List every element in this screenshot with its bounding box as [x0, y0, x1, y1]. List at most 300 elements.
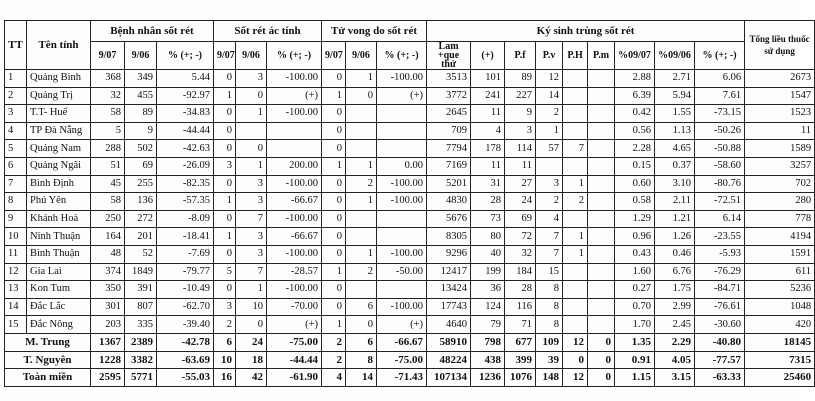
cell-p1: 2.88 — [615, 70, 655, 88]
cell-tong: 1591 — [745, 245, 815, 263]
cell-pm — [588, 298, 615, 316]
subheader-row — [5, 42, 815, 70]
cell-pm — [588, 316, 615, 334]
cell-pv: 8 — [536, 298, 563, 316]
cell-bn2: 136 — [125, 193, 157, 211]
cell-ac2: 3 — [236, 193, 267, 211]
cell-ph: 12 — [563, 333, 588, 351]
cell-pp: -84.71 — [695, 281, 745, 299]
cell-tvp: -66.67 — [377, 333, 427, 351]
cell-pm: 0 — [588, 351, 615, 369]
cell-tv1: 0 — [322, 175, 346, 193]
cell-ac2 — [236, 122, 267, 140]
cell-tt: 12 — [5, 263, 27, 281]
cell-p1: 1.35 — [615, 333, 655, 351]
cell-ac1: 1 — [214, 87, 236, 105]
cell-bn1: 288 — [91, 140, 125, 158]
cell-ph: 7 — [563, 140, 588, 158]
cell-bn2: 502 — [125, 140, 157, 158]
cell-tv1: 1 — [322, 316, 346, 334]
cell-pm — [588, 157, 615, 175]
table-row — [5, 316, 815, 334]
cell-acp: -100.00 — [267, 175, 322, 193]
cell-pos: 11 — [471, 105, 505, 123]
cell-tvp: -100.00 — [377, 175, 427, 193]
sub-ac-pct: % (+; -) — [267, 42, 322, 70]
cell-pp: -5.93 — [695, 245, 745, 263]
cell-pos: 73 — [471, 210, 505, 228]
cell-pm: 0 — [588, 333, 615, 351]
cell-tv1: 0 — [322, 298, 346, 316]
cell-p2: 0.46 — [655, 245, 695, 263]
cell-bn1: 301 — [91, 298, 125, 316]
cell-bn1: 48 — [91, 245, 125, 263]
cell-p1: 0.58 — [615, 193, 655, 211]
cell-tong: 1523 — [745, 105, 815, 123]
cell-pp: -50.88 — [695, 140, 745, 158]
cell-pf: 72 — [505, 228, 536, 246]
cell-ac2: 42 — [236, 369, 267, 387]
cell-p2: 6.76 — [655, 263, 695, 281]
sub-ac-0907: 9/07 — [214, 42, 236, 70]
cell-bn2: 3382 — [125, 351, 157, 369]
group-tu-vong: Tử vong do sốt rét — [322, 21, 427, 42]
cell-pv: 7 — [536, 245, 563, 263]
cell-province: Phú Yên — [27, 193, 91, 211]
cell-pv: 109 — [536, 333, 563, 351]
cell-acp: -66.67 — [267, 228, 322, 246]
cell-acp — [267, 122, 322, 140]
cell-pos: 31 — [471, 175, 505, 193]
cell-ac1: 2 — [214, 316, 236, 334]
cell-ac2: 1 — [236, 281, 267, 299]
header-row — [5, 21, 815, 42]
cell-ac2: 10 — [236, 298, 267, 316]
cell-ac1: 0 — [214, 245, 236, 263]
cell-pf: 1076 — [505, 369, 536, 387]
cell-ac1: 3 — [214, 157, 236, 175]
cell-acp: -100.00 — [267, 105, 322, 123]
cell-pf: 71 — [505, 316, 536, 334]
cell-bnp: -57.35 — [157, 193, 214, 211]
cell-pp: -76.29 — [695, 263, 745, 281]
cell-p1: 1.70 — [615, 316, 655, 334]
cell-tv2: 2 — [346, 175, 377, 193]
cell-pv: 39 — [536, 351, 563, 369]
cell-ac2: 7 — [236, 210, 267, 228]
cell-ph: 2 — [563, 193, 588, 211]
cell-bn1: 1367 — [91, 333, 125, 351]
cell-bnp: -62.70 — [157, 298, 214, 316]
cell-tong: 3257 — [745, 157, 815, 175]
cell-lam: 2645 — [427, 105, 471, 123]
cell-pos: 241 — [471, 87, 505, 105]
cell-tv1: 1 — [322, 157, 346, 175]
cell-pos: 178 — [471, 140, 505, 158]
cell-bn1: 32 — [91, 87, 125, 105]
cell-pp: -50.26 — [695, 122, 745, 140]
cell-bn1: 51 — [91, 157, 125, 175]
cell-p2: 1.26 — [655, 228, 695, 246]
table-row — [5, 70, 815, 88]
cell-ac2: 3 — [236, 228, 267, 246]
cell-tvp: -50.00 — [377, 263, 427, 281]
table-row — [5, 298, 815, 316]
cell-p1: 0.56 — [615, 122, 655, 140]
cell-pm — [588, 193, 615, 211]
cell-ph — [563, 281, 588, 299]
cell-ac2: 0 — [236, 316, 267, 334]
cell-bnp: -10.49 — [157, 281, 214, 299]
cell-acp: -100.00 — [267, 281, 322, 299]
cell-p2: 4.65 — [655, 140, 695, 158]
cell-province: Kon Tum — [27, 281, 91, 299]
group-sot-ret-ac-tinh: Sốt rét ác tính — [214, 21, 322, 42]
cell-ph — [563, 316, 588, 334]
cell-ph: 0 — [563, 351, 588, 369]
cell-ph — [563, 122, 588, 140]
cell-province: Quảng Bình — [27, 70, 91, 88]
cell-tvp: -100.00 — [377, 70, 427, 88]
cell-pf: 114 — [505, 140, 536, 158]
cell-province: Quảng Trị — [27, 87, 91, 105]
cell-bnp: -63.69 — [157, 351, 214, 369]
cell-bnp: -42.63 — [157, 140, 214, 158]
cell-bn1: 45 — [91, 175, 125, 193]
cell-bn1: 58 — [91, 105, 125, 123]
cell-ac2: 18 — [236, 351, 267, 369]
cell-pos: 79 — [471, 316, 505, 334]
cell-pf: 677 — [505, 333, 536, 351]
cell-ph — [563, 210, 588, 228]
cell-bn2: 2389 — [125, 333, 157, 351]
cell-tong: 1547 — [745, 87, 815, 105]
cell-tvp: (+) — [377, 316, 427, 334]
sub-ks-pct0906: %09/06 — [655, 42, 695, 70]
cell-p1: 0.15 — [615, 157, 655, 175]
cell-lam: 5201 — [427, 175, 471, 193]
cell-bn1: 1228 — [91, 351, 125, 369]
cell-p2: 5.94 — [655, 87, 695, 105]
cell-pv: 4 — [536, 210, 563, 228]
sub-tv-0907: 9/07 — [322, 42, 346, 70]
sub-tv-pct: % (+; -) — [377, 42, 427, 70]
cell-tt: 7 — [5, 175, 27, 193]
cell-bn1: 368 — [91, 70, 125, 88]
cell-pp: -63.33 — [695, 369, 745, 387]
cell-bnp: -26.09 — [157, 157, 214, 175]
cell-tv2: 14 — [346, 369, 377, 387]
cell-p2: 1.75 — [655, 281, 695, 299]
cell-bnp: -42.78 — [157, 333, 214, 351]
cell-province: TP Đà Nẵng — [27, 122, 91, 140]
cell-pv: 3 — [536, 175, 563, 193]
cell-lam: 709 — [427, 122, 471, 140]
cell-tvp — [377, 281, 427, 299]
cell-tt: 1 — [5, 70, 27, 88]
cell-tong: 5236 — [745, 281, 815, 299]
cell-ph — [563, 87, 588, 105]
cell-pf: 32 — [505, 245, 536, 263]
cell-tt: 9 — [5, 210, 27, 228]
cell-bn2: 349 — [125, 70, 157, 88]
cell-lam: 7169 — [427, 157, 471, 175]
sub-ks-pos: (+) — [471, 42, 505, 70]
cell-bn1: 2595 — [91, 369, 125, 387]
cell-bnp: 5.44 — [157, 70, 214, 88]
cell-pf: 184 — [505, 263, 536, 281]
cell-acp: -70.00 — [267, 298, 322, 316]
cell-p2: 2.29 — [655, 333, 695, 351]
cell-pv: 2 — [536, 105, 563, 123]
cell-tong: 280 — [745, 193, 815, 211]
sub-bn-0907: 9/07 — [91, 42, 125, 70]
cell-pm — [588, 140, 615, 158]
cell-tv2: 0 — [346, 316, 377, 334]
cell-pp: -30.60 — [695, 316, 745, 334]
cell-tv2 — [346, 228, 377, 246]
cell-tv2: 6 — [346, 298, 377, 316]
table-row — [5, 87, 815, 105]
cell-lam: 9296 — [427, 245, 471, 263]
cell-bnp: -79.77 — [157, 263, 214, 281]
cell-tvp: -75.00 — [377, 351, 427, 369]
table-row — [5, 228, 815, 246]
cell-bnp: -39.40 — [157, 316, 214, 334]
cell-bn1: 250 — [91, 210, 125, 228]
cell-pp: -40.80 — [695, 333, 745, 351]
cell-bn1: 350 — [91, 281, 125, 299]
cell-tong: 611 — [745, 263, 815, 281]
cell-ph: 1 — [563, 245, 588, 263]
cell-bnp: -18.41 — [157, 228, 214, 246]
cell-tv1: 1 — [322, 263, 346, 281]
cell-tt: 10 — [5, 228, 27, 246]
cell-p1: 1.60 — [615, 263, 655, 281]
cell-province: Quảng Nam — [27, 140, 91, 158]
cell-tv2 — [346, 281, 377, 299]
cell-pm: 0 — [588, 369, 615, 387]
cell-tvp: -100.00 — [377, 245, 427, 263]
cell-tv2: 6 — [346, 333, 377, 351]
cell-tong: 25460 — [745, 369, 815, 387]
cell-pp: -77.57 — [695, 351, 745, 369]
cell-pf: 116 — [505, 298, 536, 316]
cell-p2: 2.99 — [655, 298, 695, 316]
cell-tt: 4 — [5, 122, 27, 140]
cell-lam: 7794 — [427, 140, 471, 158]
cell-bn1: 58 — [91, 193, 125, 211]
table-row — [5, 122, 815, 140]
table-row — [5, 263, 815, 281]
cell-bnp: -34.83 — [157, 105, 214, 123]
cell-pf: 399 — [505, 351, 536, 369]
cell-tong: 4194 — [745, 228, 815, 246]
cell-pos: 124 — [471, 298, 505, 316]
cell-tong: 18145 — [745, 333, 815, 351]
cell-pos: 80 — [471, 228, 505, 246]
sub-ks-ph: P.H — [563, 42, 588, 70]
cell-pv: 12 — [536, 70, 563, 88]
cell-p1: 0.60 — [615, 175, 655, 193]
cell-pf: 89 — [505, 70, 536, 88]
cell-tv1: 0 — [322, 281, 346, 299]
cell-p2: 2.45 — [655, 316, 695, 334]
cell-pv: 1 — [536, 122, 563, 140]
table-row — [5, 245, 815, 263]
cell-pv: 8 — [536, 281, 563, 299]
cell-tv1: 0 — [322, 193, 346, 211]
sub-ks-pv: P.v — [536, 42, 563, 70]
cell-lam: 5676 — [427, 210, 471, 228]
cell-ac2: 1 — [236, 157, 267, 175]
cell-pm — [588, 210, 615, 228]
cell-acp: -75.00 — [267, 333, 322, 351]
cell-tv2: 1 — [346, 193, 377, 211]
cell-province: T.T- Huế — [27, 105, 91, 123]
cell-tv1: 0 — [322, 105, 346, 123]
cell-bnp: -7.69 — [157, 245, 214, 263]
cell-ac1: 0 — [214, 281, 236, 299]
sub-ks-lam: Lam +que thử — [427, 42, 471, 70]
cell-acp: 200.00 — [267, 157, 322, 175]
cell-pm — [588, 87, 615, 105]
cell-p1: 0.70 — [615, 298, 655, 316]
cell-bn2: 455 — [125, 87, 157, 105]
cell-bn2: 52 — [125, 245, 157, 263]
cell-pv: 15 — [536, 263, 563, 281]
cell-p2: 1.21 — [655, 210, 695, 228]
cell-tt: 3 — [5, 105, 27, 123]
cell-pp: 6.06 — [695, 70, 745, 88]
cell-lam: 3513 — [427, 70, 471, 88]
cell-pv: 57 — [536, 140, 563, 158]
cell-ph: 12 — [563, 369, 588, 387]
cell-acp: -61.90 — [267, 369, 322, 387]
cell-ac1: 3 — [214, 298, 236, 316]
cell-tv2: 8 — [346, 351, 377, 369]
cell-bn1: 5 — [91, 122, 125, 140]
cell-acp: (+) — [267, 316, 322, 334]
cell-tvp: (+) — [377, 87, 427, 105]
cell-total-name: T. Nguyên — [5, 351, 91, 369]
cell-p1: 0.91 — [615, 351, 655, 369]
cell-tong: 420 — [745, 316, 815, 334]
cell-pm — [588, 122, 615, 140]
cell-tv1: 0 — [322, 245, 346, 263]
cell-tv1: 2 — [322, 333, 346, 351]
cell-total-name: M. Trung — [5, 333, 91, 351]
cell-bnp: -92.97 — [157, 87, 214, 105]
cell-province: Bình Định — [27, 175, 91, 193]
cell-ac2: 1 — [236, 105, 267, 123]
cell-lam: 48224 — [427, 351, 471, 369]
cell-tvp: -100.00 — [377, 193, 427, 211]
cell-pos: 28 — [471, 193, 505, 211]
cell-tt: 13 — [5, 281, 27, 299]
cell-lam: 107134 — [427, 369, 471, 387]
sub-ks-pf: P.f — [505, 42, 536, 70]
cell-ac1: 5 — [214, 263, 236, 281]
cell-pv — [536, 157, 563, 175]
cell-acp: -100.00 — [267, 70, 322, 88]
sub-ks-pm: P.m — [588, 42, 615, 70]
cell-ac2: 7 — [236, 263, 267, 281]
cell-acp: -28.57 — [267, 263, 322, 281]
total-row — [5, 351, 815, 369]
cell-tvp — [377, 105, 427, 123]
table-row — [5, 105, 815, 123]
table-row — [5, 175, 815, 193]
cell-tong: 1048 — [745, 298, 815, 316]
table-row — [5, 210, 815, 228]
cell-tv2: 2 — [346, 263, 377, 281]
sub-tv-0906: 9/06 — [346, 42, 377, 70]
table-row — [5, 281, 815, 299]
cell-ph — [563, 157, 588, 175]
cell-pm — [588, 70, 615, 88]
cell-pp: -73.15 — [695, 105, 745, 123]
cell-ac2: 3 — [236, 175, 267, 193]
cell-p2: 2.71 — [655, 70, 695, 88]
cell-pf: 3 — [505, 122, 536, 140]
cell-pv: 8 — [536, 316, 563, 334]
cell-tt: 11 — [5, 245, 27, 263]
cell-ph — [563, 263, 588, 281]
cell-tong: 11 — [745, 122, 815, 140]
cell-tvp: -71.43 — [377, 369, 427, 387]
cell-p1: 0.96 — [615, 228, 655, 246]
cell-tong: 778 — [745, 210, 815, 228]
cell-bn2: 1849 — [125, 263, 157, 281]
cell-pp: -80.76 — [695, 175, 745, 193]
sub-bn-0906: 9/06 — [125, 42, 157, 70]
sub-ks-pct: % (+; -) — [695, 42, 745, 70]
cell-ph — [563, 298, 588, 316]
cell-bn1: 203 — [91, 316, 125, 334]
cell-bn1: 164 — [91, 228, 125, 246]
cell-lam: 4830 — [427, 193, 471, 211]
cell-ac1: 0 — [214, 122, 236, 140]
group-ky-sinh-trung: Ký sinh trùng sốt rét — [427, 21, 745, 42]
cell-tv1: 0 — [322, 140, 346, 158]
cell-ac1: 1 — [214, 193, 236, 211]
cell-pf: 28 — [505, 281, 536, 299]
col-tt: TT — [5, 21, 27, 70]
cell-tv2 — [346, 105, 377, 123]
cell-lam: 58910 — [427, 333, 471, 351]
col-tong-lieu: Tổng liều thuốc sử dụng — [745, 21, 815, 70]
cell-bnp: -8.09 — [157, 210, 214, 228]
cell-tv1: 0 — [322, 70, 346, 88]
cell-p1: 0.27 — [615, 281, 655, 299]
cell-total-name: Toàn miền — [5, 369, 91, 387]
cell-tvp — [377, 210, 427, 228]
cell-ac2: 24 — [236, 333, 267, 351]
cell-ac1: 0 — [214, 140, 236, 158]
cell-province: Bình Thuận — [27, 245, 91, 263]
cell-tv2 — [346, 210, 377, 228]
cell-pf: 11 — [505, 157, 536, 175]
cell-pp: -58.60 — [695, 157, 745, 175]
cell-p2: 3.15 — [655, 369, 695, 387]
cell-ac1: 0 — [214, 175, 236, 193]
cell-ac1: 6 — [214, 333, 236, 351]
cell-tong: 1589 — [745, 140, 815, 158]
cell-pp: 7.61 — [695, 87, 745, 105]
cell-province: Quảng Ngãi — [27, 157, 91, 175]
sub-ks-pct0907: %09/07 — [615, 42, 655, 70]
